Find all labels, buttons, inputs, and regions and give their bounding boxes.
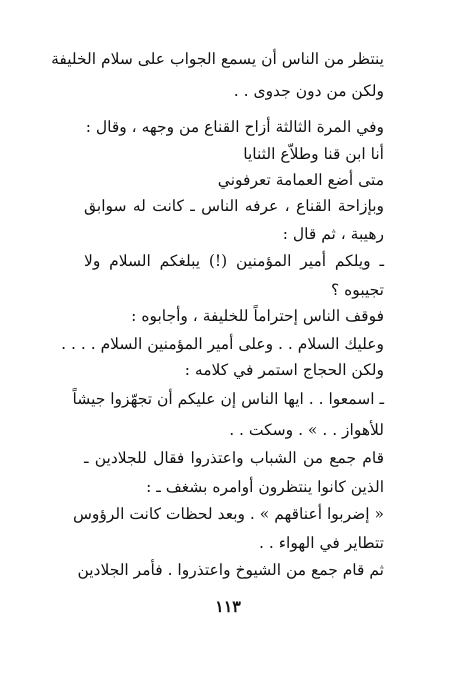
text-line-13: ـ اسمعوا . . ايها الناس إن عليكم أن تجهّزوا جيشاً	[72, 390, 384, 408]
text-line-12: ولكن الحجاج استمر في كلامه :	[184, 361, 384, 379]
text-line-8: ـ ويلكم أمير المؤمنين (!) يبلغكم السلام ولا	[84, 252, 384, 270]
text-line-18: تتطاير في الهواء . .	[259, 534, 384, 552]
text-line-19: ثم قام جمع من الشيوخ واعتذروا . فأمر الجلادين	[77, 561, 384, 579]
text-line-3: وفي المرة الثالثة أزاح القناع من وجهه ، وقال :	[85, 118, 384, 136]
text-line-15: قام جمع من الشباب واعتذروا فقال للجلادين ـ	[84, 449, 384, 467]
text-line-17: « إضربوا أعناقهم » . وبعد لحظات كانت الرؤوس	[72, 505, 384, 523]
text-line-1: ينتظر من الناس أن يسمع الجواب على سلام الخليفة	[51, 50, 384, 68]
text-line-16: الذين كانوا ينتظرون أوامره بشغف ـ :	[146, 478, 384, 496]
text-line-5: متى أضع العمامة تعرفوني	[217, 171, 384, 189]
text-line-2: ولكن من دون جدوى . .	[233, 82, 384, 100]
text-line-14: للأهواز . . » . وسكت . .	[229, 421, 384, 439]
text-line-6: وبإزاحة القناع ، عرفه الناس ـ كانت له سوابق	[84, 197, 384, 215]
text-line-9: تجيبوه ؟	[331, 281, 384, 299]
text-line-10: فوقف الناس إحتراماً للخليفة ، وأجابوه :	[131, 307, 384, 325]
text-line-11: وعليك السلام . . وعلى أمير المؤمنين السلام . . . .	[61, 335, 384, 353]
text-line-7: رهيبة ، ثم قال :	[282, 225, 384, 243]
page-number: ١١٣	[215, 597, 241, 616]
text-line-4: أنا ابن قنا وطلاّع الثنايا	[243, 145, 384, 163]
